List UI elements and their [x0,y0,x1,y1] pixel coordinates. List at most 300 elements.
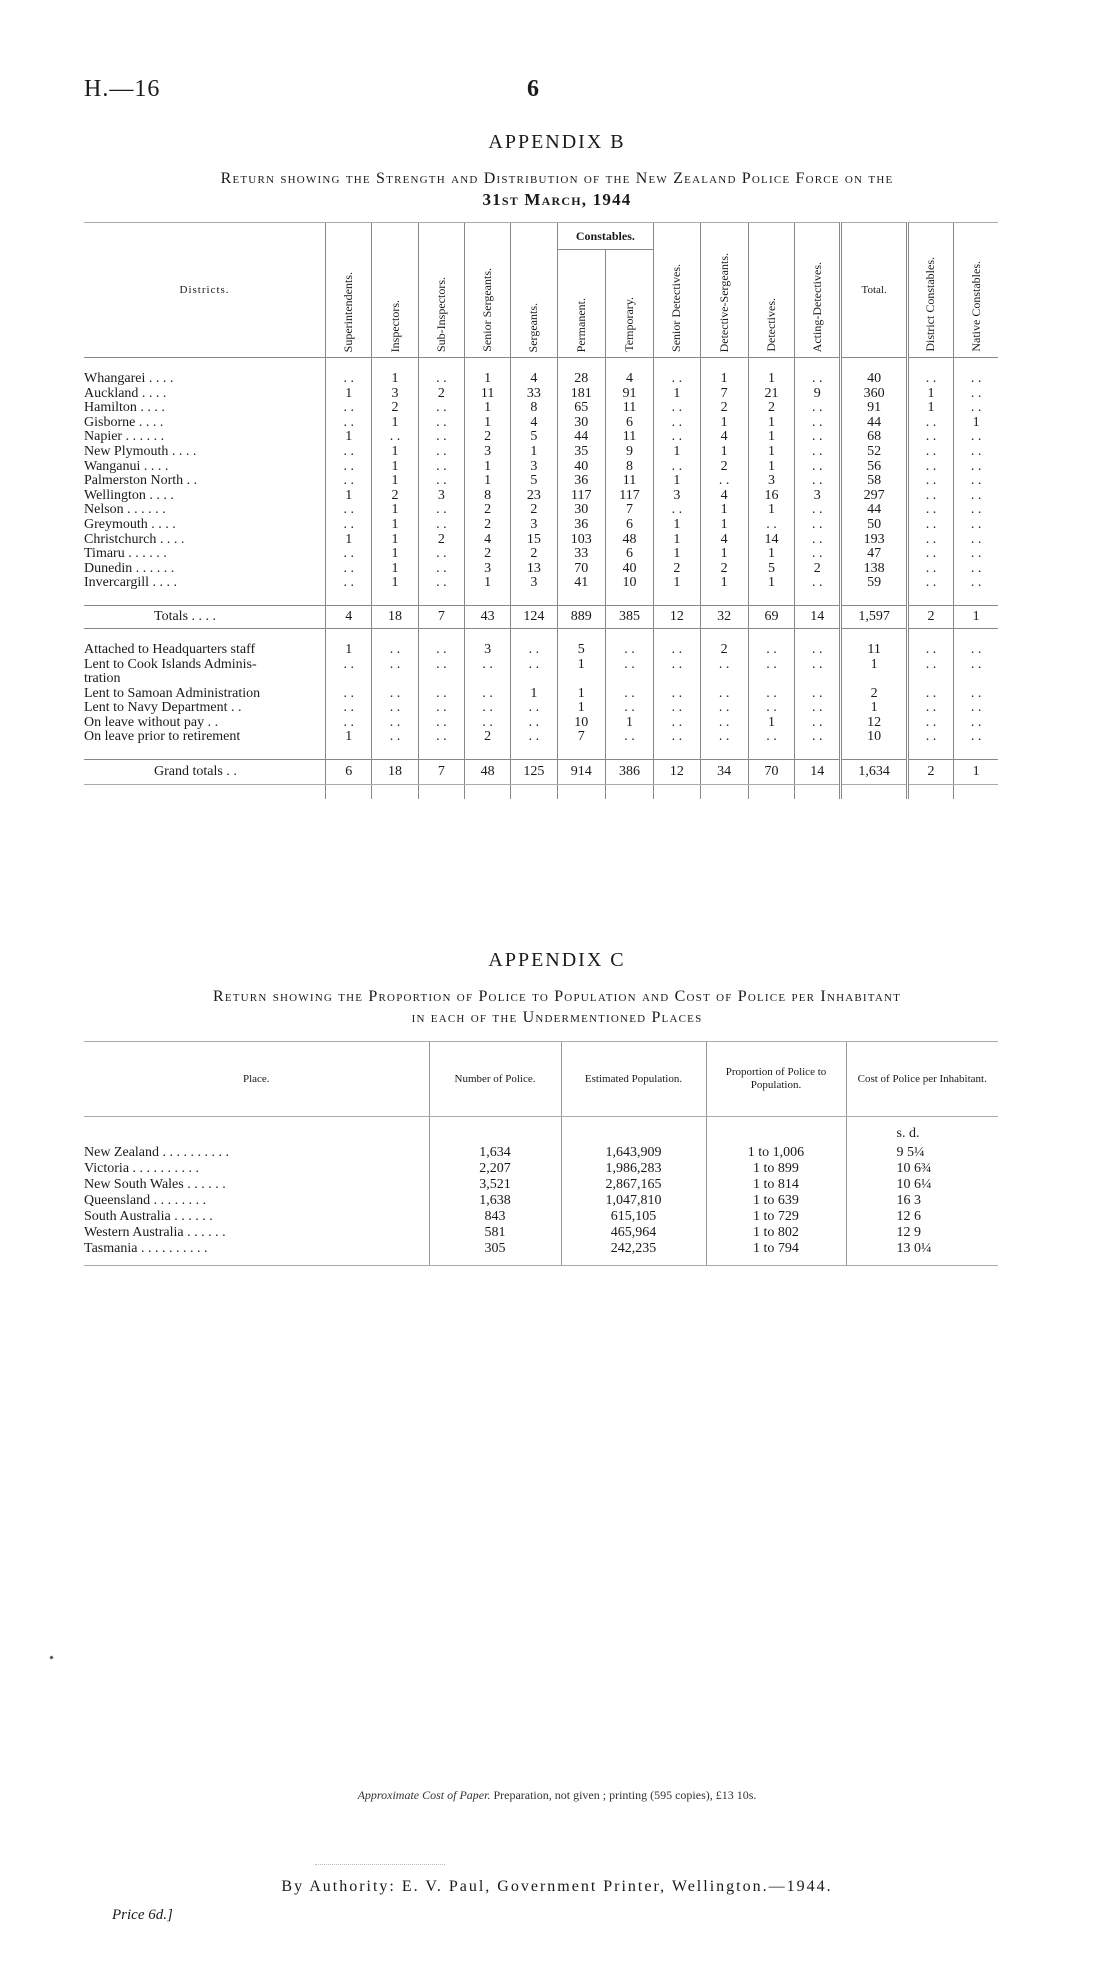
table-cell: 7 [418,760,464,785]
table-cell: . . [795,474,841,489]
table-cell: 1,047,810 [561,1193,706,1209]
row-label: Dunedin . . . . . . [84,561,175,576]
table-cell: 3 [511,460,557,475]
table-cell: 1 [700,445,748,460]
table-cell: 1 [954,605,998,628]
table-cell: 1 [700,518,748,533]
table-cell: . . [748,687,794,702]
row-label: Auckland . . . . [84,386,167,401]
table-cell: . . [954,401,998,416]
table-cell: 48 [605,533,653,548]
table-cell: . . [795,716,841,731]
place-row [84,1225,998,1241]
row-label: Lent to Navy Department . . [84,701,242,716]
table-cell: . . [748,658,794,673]
table-cell: 1 [654,533,700,548]
table-cell: . . [418,518,464,533]
table-cell: . . [326,562,372,577]
table-cell: 2 [700,460,748,475]
table-cell: . . [326,576,372,591]
table-cell: . . [748,518,794,533]
table-cell: 914 [557,760,605,785]
table-cell: . . [748,701,794,716]
table-cell [907,672,953,687]
table-cell: . . [605,701,653,716]
table-cell [372,672,418,687]
table-cell: . . [795,445,841,460]
table-cell: . . [795,401,841,416]
appendix-b-title: APPENDIX B [488,131,626,153]
table-cell: 1 [700,416,748,431]
table-cell: . . [700,658,748,673]
table-cell: 14 [795,760,841,785]
place-label: Queensland . . . . . . . . [84,1193,207,1208]
table-cell: 69 [748,605,794,628]
table-cell: 58 [841,474,907,489]
table-cell: 843 [429,1209,561,1225]
table-cell: . . [654,716,700,731]
table-cell: 3 [795,489,841,504]
district-row [84,576,998,591]
table-cell: 18 [372,760,418,785]
row-label: Hamilton . . . . [84,401,165,416]
table-cell: 181 [557,387,605,402]
header-permanent: Permanent. [573,297,588,352]
spacer-row [84,358,998,373]
table-cell: 1 [748,460,794,475]
table-cell: 1 to 1,006 [706,1145,846,1161]
district-row [84,533,998,548]
header-number-of-police: Number of Police. [429,1042,561,1117]
table-cell: 1 to 794 [706,1241,846,1266]
table-cell: 44 [841,416,907,431]
row-label: Timaru . . . . . . [84,547,167,562]
place-row [84,1241,998,1266]
table-cell: 4 [700,489,748,504]
table-cell: 1 [605,716,653,731]
table-cell: . . [605,658,653,673]
table-cell: 11 [841,643,907,658]
table-cell: 2 [795,562,841,577]
table-cell: 305 [429,1241,561,1266]
table-cell: 2 [907,760,953,785]
table-cell: 1 [954,416,998,431]
table-cell: 1 [748,416,794,431]
table-cell: 3 [464,643,510,658]
table-cell: . . [795,701,841,716]
table-cell: 5 [557,643,605,658]
table-cell: 65 [557,401,605,416]
table-cell: 10 6¾ [846,1161,998,1177]
table-cell [326,672,372,687]
district-row [84,387,998,402]
table-cell: 1 [654,387,700,402]
table-cell: 1 [372,518,418,533]
table-cell: . . [605,687,653,702]
row-label: Napier . . . . . . [84,430,165,445]
table-cell: 10 6¼ [846,1177,998,1193]
table-cell: 1 [464,576,510,591]
table-cell: . . [954,489,998,504]
price-label: Price 6d.] [112,1907,173,1923]
header-place: Place. [84,1042,429,1117]
table-cell: . . [418,460,464,475]
table-cell: 242,235 [561,1241,706,1266]
table-cell: 1 [557,658,605,673]
table-cell: 2 [654,562,700,577]
table-cell: 1 [700,372,748,387]
table-cell: 14 [795,605,841,628]
table-cell: 9 [795,387,841,402]
table-cell: 4 [511,372,557,387]
header-detective-sergeants: Detective-Sergeants. [716,252,731,352]
place-row [84,1145,998,1161]
table-cell: 16 3 [846,1193,998,1209]
table-cell: . . [954,687,998,702]
other-row [84,658,998,673]
table-cell: . . [418,562,464,577]
table-cell: . . [372,430,418,445]
other-row [84,730,998,745]
table-cell: 1 [748,503,794,518]
table-cell [557,672,605,687]
table-cell: 889 [557,605,605,628]
table-cell: . . [372,687,418,702]
table-cell: 16 [748,489,794,504]
table-cell: 9 [605,445,653,460]
table-cell: . . [954,387,998,402]
table-cell: 1,643,909 [561,1145,706,1161]
table-cell: 12 [841,716,907,731]
table-cell: . . [907,372,953,387]
table-cell: 44 [557,430,605,445]
table-cell: . . [326,716,372,731]
table-cell: 15 [511,533,557,548]
district-row [84,474,998,489]
table-cell: . . [326,503,372,518]
table-cell: 23 [511,489,557,504]
table-cell: . . [907,474,953,489]
table-cell: 30 [557,503,605,518]
divider [315,1864,445,1865]
table-cell: 117 [557,489,605,504]
table-cell: . . [654,701,700,716]
table-cell: 2,207 [429,1161,561,1177]
table-cell: . . [700,716,748,731]
table-cell: . . [795,533,841,548]
table-cell: 6 [605,518,653,533]
table-cell: 2 [464,518,510,533]
table-cell: 13 0¼ [846,1241,998,1266]
district-row [84,562,998,577]
table-cell: 5 [511,474,557,489]
table-cell: 1 [464,401,510,416]
table-cell: 124 [511,605,557,628]
table-cell: . . [795,658,841,673]
table-cell: 8 [511,401,557,416]
table-cell: . . [418,401,464,416]
header-sub-inspectors: Sub-Inspectors. [433,277,448,352]
table-cell: 8 [605,460,653,475]
paper-cost-text: Preparation, not given ; printing (595 copies), £13 10s. [493,1788,757,1802]
table-cell: . . [700,474,748,489]
other-row [84,687,998,702]
table-cell: . . [795,547,841,562]
table-cell: . . [907,547,953,562]
table-cell: 2 [748,401,794,416]
table-cell: . . [795,730,841,745]
table-cell: . . [907,533,953,548]
table-cell: 1 [654,576,700,591]
table-cell: 43 [464,605,510,628]
table-cell: . . [418,372,464,387]
table-cell: . . [907,687,953,702]
table-cell: 297 [841,489,907,504]
police-proportion-table [84,1041,998,1266]
header-constables: Constables. [557,223,654,250]
table-cell: . . [795,460,841,475]
district-row [84,430,998,445]
table-cell: . . [907,643,953,658]
table-cell: 1 [700,503,748,518]
header-districts: Districts. [84,223,326,358]
table-cell: 1 [326,730,372,745]
table-cell: . . [795,430,841,445]
table-cell: 2 [464,547,510,562]
table-cell: . . [907,416,953,431]
row-label: Gisborne . . . . [84,415,164,430]
table-cell: . . [605,643,653,658]
header-sergeants: Sergeants. [526,302,541,352]
table-cell: . . [418,687,464,702]
table-cell: . . [464,701,510,716]
table-cell: 3 [372,387,418,402]
table-cell: 2 [464,503,510,518]
table-cell: 10 [605,576,653,591]
table-cell: . . [795,372,841,387]
table-cell: 11 [605,474,653,489]
table-cell: . . [418,547,464,562]
header-senior-sergeants: Senior Sergeants. [480,268,495,352]
table-cell: 2 [464,430,510,445]
district-row [84,445,998,460]
table-cell: . . [418,643,464,658]
row-label: Whangarei . . . . [84,372,174,386]
table-cell: . . [907,658,953,673]
table-cell: 12 9 [846,1225,998,1241]
appendix-c-title: APPENDIX C [488,949,626,971]
table-cell: 1 [372,372,418,387]
table-cell: . . [907,576,953,591]
table-cell: 1 to 802 [706,1225,846,1241]
table-cell: . . [795,503,841,518]
table-cell: 2 [372,401,418,416]
row-label: Attached to Headquarters staff [84,642,256,657]
table-cell: 1,634 [429,1145,561,1161]
table-cell: 4 [326,605,372,628]
table-cell: 1 [372,503,418,518]
appendix-c-subtitle [70,986,1044,1028]
table-cell: . . [954,460,998,475]
appendix-b-subtitle-line2: 31st March, 1944 [482,190,632,209]
header-detectives: Detectives. [763,298,778,352]
table-cell: . . [954,445,998,460]
table-cell: 35 [557,445,605,460]
table-cell: . . [511,701,557,716]
header-cost-per-inhabitant: Cost of Police per Inhabitant. [846,1042,998,1117]
table-cell: 2 [372,489,418,504]
table-cell: . . [954,701,998,716]
table-cell: 465,964 [561,1225,706,1241]
table-cell [748,672,794,687]
header-district-constables: District Constables. [923,257,938,352]
table-cell: 30 [557,416,605,431]
table-cell: 1,634 [841,760,907,785]
table-cell: 32 [700,605,748,628]
table-cell: 1 [841,701,907,716]
table-cell: 48 [464,760,510,785]
district-row [84,503,998,518]
table-cell: 21 [748,387,794,402]
header-total: Total. [841,223,907,358]
table-cell: 10 [557,716,605,731]
table-cell: 3 [511,576,557,591]
table-cell: . . [326,474,372,489]
table-cell: . . [954,518,998,533]
table-cell: 1 [372,562,418,577]
table-cell [418,672,464,687]
table-cell: 1 [326,533,372,548]
paper-cost-note [0,1788,1114,1803]
table-cell [795,672,841,687]
table-cell: . . [372,701,418,716]
table-cell: . . [748,730,794,745]
table-cell: . . [418,730,464,745]
table-cell: 4 [464,533,510,548]
row-label: Invercargill . . . . [84,576,178,591]
table-cell: . . [326,687,372,702]
page-number: 6 [527,76,539,102]
spacer-row [84,628,998,643]
table-cell: 103 [557,533,605,548]
table-cell: 70 [557,562,605,577]
table-cell: . . [954,430,998,445]
table-cell: . . [700,687,748,702]
place-row [84,1209,998,1225]
table-cell: . . [907,445,953,460]
table-cell: 1 [654,518,700,533]
place-label: South Australia . . . . . . [84,1209,213,1224]
table-cell: 1 [372,533,418,548]
table-cell: 11 [605,401,653,416]
table-cell: . . [954,716,998,731]
table-cell: . . [795,416,841,431]
spacer-row [84,785,998,800]
table-cell: . . [326,460,372,475]
table-cell: 1 [748,445,794,460]
table-cell: 1 [700,547,748,562]
table-cell: 33 [511,387,557,402]
row-label: Grand totals . . [84,760,326,785]
table-cell: . . [907,730,953,745]
table-cell: 2 [700,643,748,658]
table-cell: . . [954,547,998,562]
table-cell: 581 [429,1225,561,1241]
spacer-row [84,591,998,606]
table-cell: . . [907,562,953,577]
table-cell: 1 [326,430,372,445]
table-cell: 1 [464,416,510,431]
row-label: Totals . . . . [84,605,326,628]
table-cell: . . [605,730,653,745]
table-cell: 615,105 [561,1209,706,1225]
table-cell: 1 [372,576,418,591]
table-cell: 1 [557,701,605,716]
table-cell: 50 [841,518,907,533]
spacer-row [84,745,998,760]
table-cell [700,672,748,687]
table-cell: . . [418,445,464,460]
table-cell: . . [954,576,998,591]
table-cell: . . [795,518,841,533]
table-cell: 385 [605,605,653,628]
table-cell: . . [748,643,794,658]
table-cell: 10 [841,730,907,745]
district-row [84,460,998,475]
table-cell: . . [954,658,998,673]
table-cell: 2 [418,387,464,402]
grand-totals-row [84,760,998,785]
table-cell: . . [372,716,418,731]
table-cell: 1,638 [429,1193,561,1209]
table-cell: 14 [748,533,794,548]
table-cell: 2,867,165 [561,1177,706,1193]
table-cell: 12 [654,760,700,785]
row-label: Lent to Samoan Administration [84,686,261,701]
table-cell: 193 [841,533,907,548]
table-cell: 3 [418,489,464,504]
table-cell: 360 [841,387,907,402]
row-label: Wanganui . . . . [84,459,169,474]
table-cell: 3,521 [429,1177,561,1193]
table-cell: . . [326,518,372,533]
row-label: Nelson . . . . . . [84,503,166,518]
table-cell: 36 [557,518,605,533]
row-label: tration [84,672,121,687]
table-cell: . . [326,658,372,673]
table-cell: 1 [654,474,700,489]
table-cell: 1 to 639 [706,1193,846,1209]
district-row [84,547,998,562]
table-cell: 7 [700,387,748,402]
table-cell: . . [326,401,372,416]
table-cell: 28 [557,372,605,387]
page-code: H.—16 [84,76,161,102]
row-label: Palmerston North . . [84,474,198,489]
other-row [84,672,998,687]
table-cell: 1 [557,687,605,702]
table-cell: 7 [418,605,464,628]
table-cell: 6 [605,416,653,431]
table-cell: 9 5¼ [846,1145,998,1161]
table-cell: 1,597 [841,605,907,628]
table-cell: 1 [748,372,794,387]
table-cell: . . [654,416,700,431]
table-cell [954,672,998,687]
table-cell: 70 [748,760,794,785]
table-cell: . . [511,730,557,745]
table-cell: 1 [372,474,418,489]
